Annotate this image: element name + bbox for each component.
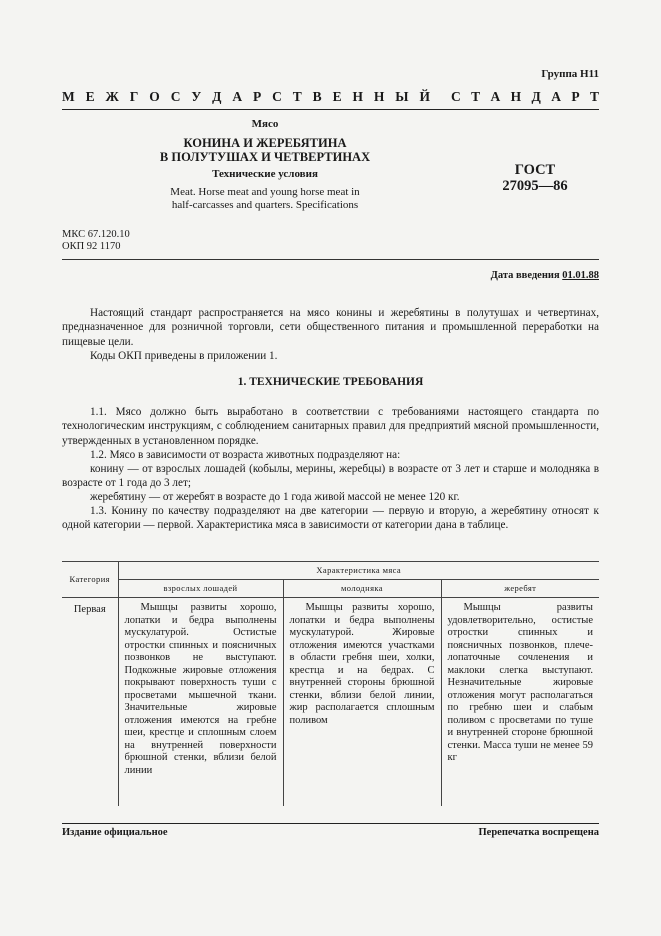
group-code: Группа Н11 [541,68,599,80]
young-horses-text: Мышцы развиты хорошо, лопатки и бедра выполнены мускулатурой. Жировые отложения имеются участками в области гребня шеи, холки, крестца и на бедрах. С внутренней стороны брюшной стенки, вблизи белой линии, жир располагается сплошным поливом [289,602,435,726]
banner-left-letter: Н [352,89,363,104]
doc-title [130,136,400,164]
adult-horses-text: Мышцы развиты хорошо, лопатки и бедра выполнены мускулатурой. Остистые отростки спинных и поясничных позвонков не выступают. Подкожные жировые отложения покрывают поверхность туши с просветами мышечной ткани. Значительные жировые отложения имеются на гребне шеи, крестце и сплошным слоем на внутренней поверхности брюшной стенки, вблизи белой линии [124,602,277,776]
doc-title-line2: В ПОЛУТУШАХ И ЧЕТВЕРТИНАХ [159,150,371,164]
gost-label: ГОСТ [514,162,556,178]
gost-code: 27095—86 [502,178,568,194]
row-category-first [62,598,118,806]
effective-date-value: 01.01.88 [562,270,599,281]
banner-right-letter: Р [571,89,580,104]
banner-right-letter: Н [510,89,522,104]
doc-category: Мясо [251,118,279,130]
banner-left-letter: Д [212,89,222,104]
footer-official-edition: Издание официальное [62,827,168,838]
banner-left-letter: М [62,89,75,104]
banner-left-letter: Е [332,89,342,104]
codes-rule [62,259,599,260]
banner-left-letter: О [149,89,160,104]
footer-reprint-prohibited: Перепечатка воспрещена [478,827,599,838]
cell-foals [441,598,599,806]
classification-codes [62,229,130,253]
banner-left-letter: Р [252,89,262,104]
english-title-line1: Meat. Horse meat and young horse meat in [170,186,360,198]
okp-code: ОКП 92 1170 [62,241,121,252]
banner-right-letter: А [551,89,561,104]
banner-left-letter: Г [129,89,139,104]
doc-subtitle: Технические условия [212,168,318,180]
banner-left-letter: Т [292,89,302,104]
banner-right-letter: А [490,89,501,104]
effective-date [491,270,599,281]
top-rule [62,109,599,110]
banner-left-letter: Й [419,89,430,104]
banner-left-letter: Н [373,89,385,104]
banner-left-letter: А [232,89,243,104]
characteristics-table [62,561,599,806]
banner-right-letter: С [451,89,461,104]
banner-right-letter: Д [531,89,541,104]
header-adult-horses: взрослых лошадей [118,580,283,598]
standard-banner [62,89,599,105]
cell-young-horses [283,598,441,806]
clause-1-2-foal: жеребятину — от жеребят в возрасте до 1 года живой массой не менее 120 кг. [90,491,460,503]
banner-left-letter: Ж [105,89,119,104]
banner-left-letter: В [312,89,322,104]
banner-right [451,89,599,105]
banner-left [62,89,430,105]
doc-english-title [130,186,400,212]
banner-left-letter: С [272,89,282,104]
banner-left-letter: С [170,89,181,104]
clause-1-2: 1.2. Мясо в зависимости от возраста животных подразделяют на: [90,449,401,461]
effective-date-label: Дата введения [490,270,560,281]
header-foals: жеребят [441,580,599,598]
banner-left-letter: У [191,89,202,104]
clause-1-1: 1.1. Мясо должно быть выработано в соответствии с требованиями настоящего стандарта по технологическим инструкциям, с соблюдением санитарных правил для предприятий мясной промышленности, утвержденных в установленном порядке. [62,406,599,447]
header-young-horses: молодняка [283,580,441,598]
banner-right-letter: Т [589,89,599,104]
clause-1-3: 1.3. Конину по качеству подразделяют на две категории — первую и вторую, а жеребятину относят к одной категории — первой. Характеристика мяса в зависимости от категории дана в таблице. [62,505,599,532]
doc-title-line1: КОНИНА И ЖЕРЕБЯТИНА [183,136,347,150]
footer-rule [62,823,599,824]
header-characteristics: Характеристика мяса [118,562,599,580]
banner-right-letter: Т [471,89,481,104]
mks-code: МКС 67.120.10 [62,229,130,240]
banner-left-letter: Ы [395,89,409,104]
intro-paragraph: Настоящий стандарт распространяется на мясо конины и жеребятины в полутушах и четвертинах, предназначенное для розничной торговли, сети общественного питания и промышленной переработки на пищевые цели. [62,307,599,348]
clause-1-2-horse: конину — от взрослых лошадей (кобылы, мерины, жеребцы) в возрасте от 3 лет и старше и молодняка в возрасте от 1 года до 3 лет; [62,463,599,490]
cell-adult-horses [118,598,283,806]
banner-left-letter: Е [85,89,95,104]
foals-text: Мышцы развиты удовлетворительно, остистые отростки спинных и поясничных позвонков, плече-лопаточные сочленения и маклоки слегка выступают. Незначительные жировые отложения могут располагаться по гребню шеи и слабым поливом с просветами по туше и внутренней стороне брюшной стенки. Масса туши не менее 59 кг [447,602,593,763]
english-title-line2: half-carcasses and quarters. Specifications [171,199,359,211]
header-category: Категория [62,562,118,598]
category-first-label: Первая [73,604,106,615]
gost-number [480,162,590,194]
section-title: 1. ТЕХНИЧЕСКИЕ ТРЕБОВАНИЯ [237,376,424,388]
intro-okp-note: Коды ОКП приведены в приложении 1. [90,350,278,362]
